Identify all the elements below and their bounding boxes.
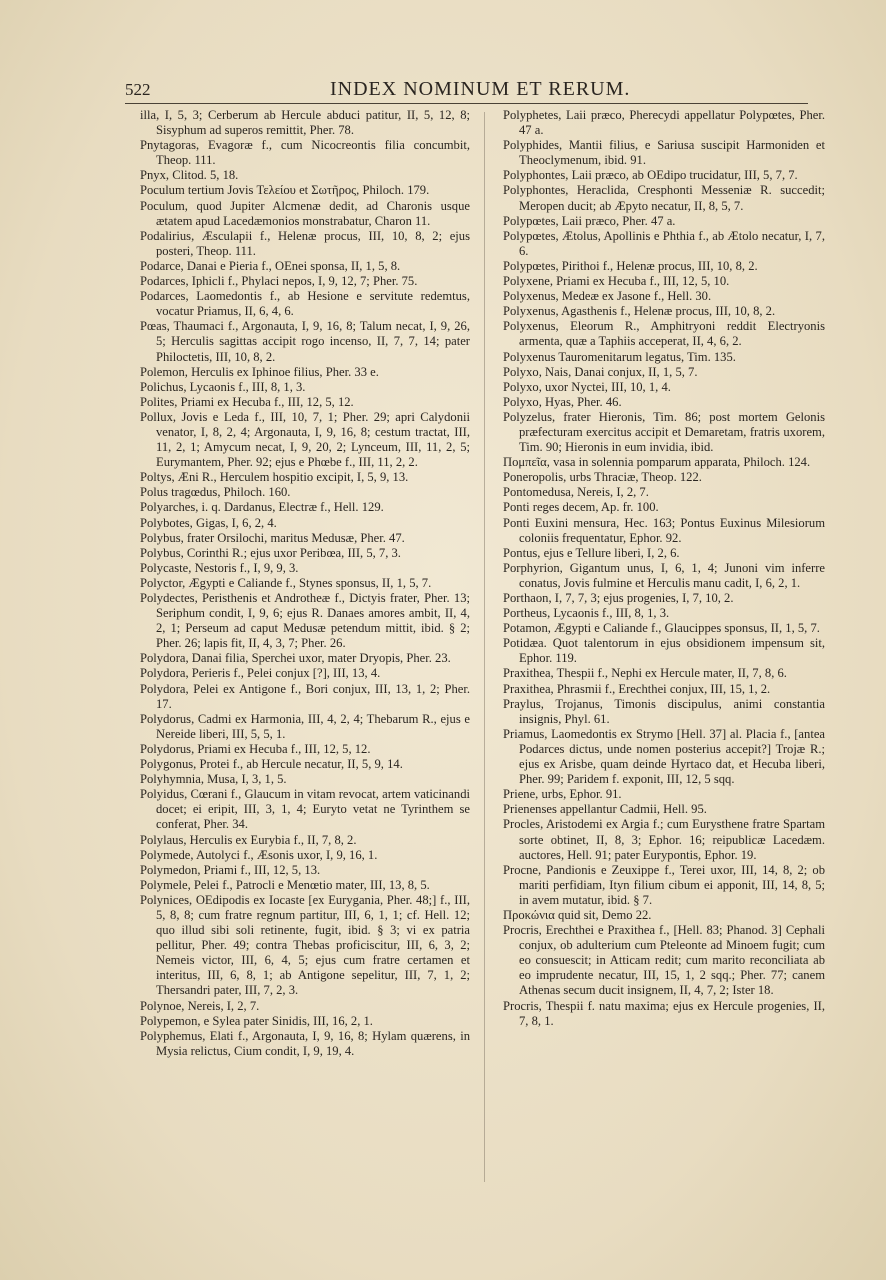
index-entry: Procris, Erechthei e Praxithea f., [Hell. 83; Phanod. 3] Cephali conjux, ob adulterium cum Pteleonte ad Minoem fugit; cum eo consuescit; in Atticam redit; cum marito reconciliata ab eo imprudente necatur, III, 15, 1, 2 sqq.; Pher. 77; canem Athenas secum ducit insignem, II, 4, 7, 2; Ister 18.	[503, 923, 825, 998]
index-entry: Polites, Priami ex Hecuba f., III, 12, 5, 12.	[140, 394, 354, 409]
index-entry: Poltys, Æni R., Herculem hospitio excipit, I, 5, 9, 13.	[140, 470, 409, 485]
index-entry: illa, I, 5, 3; Cerberum ab Hercule abduci patitur, II, 5, 12, 8; Sisyphum ad superos remittit, Pher. 78.	[140, 108, 470, 138]
index-entry: Praxithea, Thespii f., Nephi ex Hercule mater, II, 7, 8, 6.	[503, 666, 787, 681]
index-entry: Porphyrion, Gigantum unus, I, 6, 1, 4; Junoni vim inferre conatus, Jovis fulmine et Herculis manu cadit, I, 6, 2, 1.	[503, 560, 825, 590]
index-entry: Polylaus, Herculis ex Eurybia f., II, 7, 8, 2.	[140, 832, 357, 847]
index-entry: Polydorus, Priami ex Hecuba f., III, 12, 5, 12.	[140, 741, 371, 756]
index-entry: Polyxene, Priami ex Hecuba f., III, 12, 5, 10.	[503, 274, 730, 289]
index-entry: Polydectes, Peristhenis et Androtheæ f., Dictyis frater, Pher. 13; Seriphum condit, I, 9, 6; ejus R. Danaes amores ambit, II, 4, 2, 1; Perseum ad caput Medusæ petendum mittit, ibid. § 2; Pher. 26; lapis fit, II, 4, 3, 7; Pher. 26.	[140, 591, 470, 651]
index-entry: Polybotes, Gigas, I, 6, 2, 4.	[140, 515, 277, 530]
column-divider	[484, 112, 485, 1182]
index-entry: Polymede, Autolyci f., Æsonis uxor, I, 9, 16, 1.	[140, 847, 378, 862]
index-entry: Πομπεῖα, vasa in solennia pomparum apparata, Philoch. 124.	[503, 455, 811, 470]
index-entry: Portheus, Lycaonis f., III, 8, 1, 3.	[503, 606, 670, 621]
index-entry: Polydora, Danai filia, Sperchei uxor, mater Dryopis, Pher. 23.	[140, 651, 451, 666]
index-entry: Polymedon, Priami f., III, 12, 5, 13.	[140, 862, 321, 877]
index-entry: Polyzelus, frater Hieronis, Tim. 86; post mortem Gelonis præfecturam exercitus accipit et Demaretam, fratris uxorem, Tim. 90; Hieronis in eum invidia, ibid.	[503, 409, 825, 455]
page-number: 522	[125, 80, 151, 99]
index-entry: Polydorus, Cadmi ex Harmonia, III, 4, 2, 4; Thebarum R., ejus e Nereide liberi, III, 5, 5, 1.	[140, 711, 470, 741]
left-column	[140, 108, 470, 1059]
index-entry: Pontomedusa, Nereis, I, 2, 7.	[503, 485, 649, 500]
index-entry: Polyhymnia, Musa, I, 3, 1, 5.	[140, 772, 287, 787]
index-entry: Prienenses appellantur Cadmii, Hell. 95.	[503, 802, 707, 817]
index-entry: Pnyx, Clitod. 5, 18.	[140, 168, 239, 183]
index-entry: Polynoe, Nereis, I, 2, 7.	[140, 998, 260, 1013]
index-entry: Polyxenus, Medeæ ex Jasone f., Hell. 30.	[503, 289, 712, 304]
index-entry: Praxithea, Phrasmii f., Erechthei conjux, III, 15, 1, 2.	[503, 681, 771, 696]
index-entry: Pœas, Thaumaci f., Argonauta, I, 9, 16, 8; Talum necat, I, 9, 26, 5; Herculis sagittas accipit rogo incenso, II, 7, 7, 14; pater Philoctetis, III, 10, 8, 2.	[140, 319, 470, 364]
index-entry: Polypœtes, Ætolus, Apollinis e Phthia f., ab Ætolo necatur, I, 7, 6.	[503, 228, 825, 258]
index-entry: Procris, Thespii f. natu maxima; ejus ex Hercule progenies, II, 7, 8, 1.	[503, 998, 825, 1028]
index-entry: Porthaon, I, 7, 7, 3; ejus progenies, I, 7, 10, 2.	[503, 591, 734, 605]
index-entry: Polybus, frater Orsilochi, maritus Medusæ, Pher. 47.	[140, 530, 405, 545]
index-entry: Potidæa. Quot talentorum in ejus obsidionem impensum sit, Ephor. 119.	[503, 636, 825, 666]
index-entry: Polymele, Pelei f., Patrocli e Menœtio mater, III, 13, 8, 5.	[140, 877, 430, 892]
index-entry: Polyphontes, Heraclida, Cresphonti Messeniæ R. succedit; Meropen ducit; ab Æpyto necatur, II, 8, 5, 7.	[503, 183, 825, 213]
index-entry: Procne, Pandionis e Zeuxippe f., Terei uxor, III, 14, 8, 2; ob mariti perfidiam, Ityn filium cibum ei apponit, III, 14, 8, 5; in avem mutatur, ibid. § 7.	[503, 862, 825, 907]
index-entry: Polichus, Lycaonis f., III, 8, 1, 3.	[140, 379, 306, 394]
index-entry: Polyctor, Ægypti e Caliande f., Stynes sponsus, II, 1, 5, 7.	[140, 575, 432, 590]
index-entry: Polyidus, Cœrani f., Glaucum in vitam revocat, artem vaticinandi docet; ei eripit, III, 3, 1, 4; Euryto vetat ne Tyrinthem se conferat, Pher. 34.	[140, 787, 470, 832]
index-entry: Priamus, Laomedontis ex Strymo [Hell. 37] al. Placia f., [antea Podarces dictus, unde nomen posterius accepit?] Trojæ R.; ejus ex Arisbe, quam deinde Hyrtaco dat, et Hecuba liberi, Pher. 99; Paridem f. exponit, III, 12, 5 sqq.	[503, 726, 825, 787]
right-column	[503, 108, 825, 1029]
index-entry: Polyxo, uxor Nyctei, III, 10, 1, 4.	[503, 379, 671, 394]
index-entry: Poculum, quod Jupiter Alcmenæ dedit, ad Charonis usque ætatem apud Lacedæmonios monstrabatur, Charon 11.	[140, 198, 470, 228]
index-entry: Polyphontes, Laii præco, ab OEdipo trucidatur, III, 5, 7, 7.	[503, 168, 798, 183]
index-entry: Podarces, Iphicli f., Phylaci nepos, I, 9, 12, 7; Pher. 75.	[140, 274, 418, 289]
index-entry: Ponti Euxini mensura, Hec. 163; Pontus Euxinus Milesiorum coloniis frequentatur, Ephor. 92.	[503, 515, 825, 545]
index-entry: Pollux, Jovis e Leda f., III, 10, 7, 1; Pher. 29; apri Calydonii venator, I, 8, 2, 4; Argonauta, I, 9, 16, 8; cestum tractat, III, 11, 2, 1; Amycum necat, I, 9, 20, 2; Lynceum, III, 11, 2, 5; Eurymantem, Pher. 92; ejus e Phœbe f., III, 11, 2, 2.	[140, 409, 470, 470]
index-entry: Procles, Aristodemi ex Argia f.; cum Eurysthene fratre Spartam sorte obtinet, II, 8, 3; Ephor. 16; reipublicæ Lacedæm. auctores, Hell. 91; pater Eurypontis, Ephor. 19.	[503, 817, 825, 862]
index-entry: Polynices, OEdipodis ex Iocaste [ex Eurygania, Pher. 48;] f., III, 5, 8, 8; cum fratre regnum partitur, III, 6, 1, 1; cf. Hell. 12; quo illud sibi soli retinente, fugit, ibid. § 3; vi ex patria pellitur, Pher. 49; contra Thebas proficiscitur, III, 6, 3, 2; Nemeis victor, III, 6, 4, 5; ejus cum fratre certamen et interitus, III, 6, 8, 1; ab Antigone sepelitur, III, 7, 1, 2; Thersandri pater, III, 7, 2, 3.	[140, 892, 470, 998]
index-entry: Polyxo, Nais, Danai conjux, II, 1, 5, 7.	[503, 364, 698, 379]
index-entry: Podarce, Danai e Pieria f., OEnei sponsa, II, 1, 5, 8.	[140, 258, 401, 273]
index-entry: Polyphemus, Elati f., Argonauta, I, 9, 16, 8; Hylam quærens, in Mysia relictus, Cium condit, I, 9, 19, 4.	[140, 1028, 470, 1058]
index-entry: Polypœtes, Laii præco, Pher. 47 a.	[503, 213, 676, 228]
index-entry: Potamon, Ægypti e Caliande f., Glaucippes sponsus, II, 1, 5, 7.	[503, 621, 820, 636]
index-entry: Polemon, Herculis ex Iphinoe filius, Pher. 33 e.	[140, 364, 379, 379]
index-entry: Pnytagoras, Evagoræ f., cum Nicocreontis filia concumbit, Theop. 111.	[140, 138, 470, 168]
index-entry: Polyphides, Mantii filius, e Sariusa suscipit Harmoniden et Theoclymenum, ibid. 91.	[503, 138, 825, 168]
index-entry: Polus tragœdus, Philoch. 160.	[140, 485, 291, 500]
index-entry: Poneropolis, urbs Thraciæ, Theop. 122.	[503, 470, 702, 485]
index-entry: Pontus, ejus e Tellure liberi, I, 2, 6.	[503, 545, 680, 560]
index-entry: Polycaste, Nestoris f., I, 9, 9, 3.	[140, 560, 299, 575]
index-entry: Προκώνια quid sit, Demo 22.	[503, 907, 652, 922]
index-entry: Polydora, Pelei ex Antigone f., Bori conjux, III, 13, 1, 2; Pher. 17.	[140, 681, 470, 711]
index-entry: Polygonus, Protei f., ab Hercule necatur, II, 5, 9, 14.	[140, 757, 403, 772]
index-entry: Praylus, Trojanus, Timonis discipulus, animi constantia insignis, Phyl. 61.	[503, 696, 825, 726]
index-entry: Polyarches, i. q. Dardanus, Electræ f., Hell. 129.	[140, 500, 384, 515]
index-entry: Poculum tertium Jovis Τελείου et Σωτῆρος, Philoch. 179.	[140, 183, 430, 198]
index-entry: Polypœtes, Pirithoi f., Helenæ procus, III, 10, 8, 2.	[503, 258, 758, 273]
running-title: INDEX NOMINUM ET RERUM.	[330, 78, 631, 100]
index-entry: Podalirius, Æsculapii f., Helenæ procus, III, 10, 8, 2; ejus posteri, Theop. 111.	[140, 228, 470, 258]
index-entry: Podarces, Laomedontis f., ab Hesione e servitute redemtus, vocatur Priamus, II, 6, 4, 6.	[140, 289, 470, 319]
index-entry: Polypemon, e Sylea pater Sinidis, III, 16, 2, 1.	[140, 1013, 373, 1028]
index-entry: Polyxo, Hyas, Pher. 46.	[503, 394, 622, 409]
index-entry: Polybus, Corinthi R.; ejus uxor Peribœa, III, 5, 7, 3.	[140, 545, 401, 560]
index-entry: Polyphetes, Laii præco, Pherecydi appellatur Polypœtes, Pher. 47 a.	[503, 108, 825, 138]
index-entry: Priene, urbs, Ephor. 91.	[503, 787, 622, 802]
index-entry: Polyxenus, Agasthenis f., Helenæ procus, III, 10, 8, 2.	[503, 304, 776, 319]
header-rule	[125, 103, 808, 104]
index-entry: Polyxenus, Eleorum R., Amphitryoni reddit Electryonis armenta, quæ a Taphiis acceperat, II, 4, 6, 2.	[503, 319, 825, 349]
index-entry: Polydora, Perieris f., Pelei conjux [?], III, 13, 4.	[140, 666, 381, 681]
index-entry: Polyxenus Tauromenitarum legatus, Tim. 135.	[503, 349, 736, 364]
index-entry: Ponti reges decem, Ap. fr. 100.	[503, 500, 659, 515]
